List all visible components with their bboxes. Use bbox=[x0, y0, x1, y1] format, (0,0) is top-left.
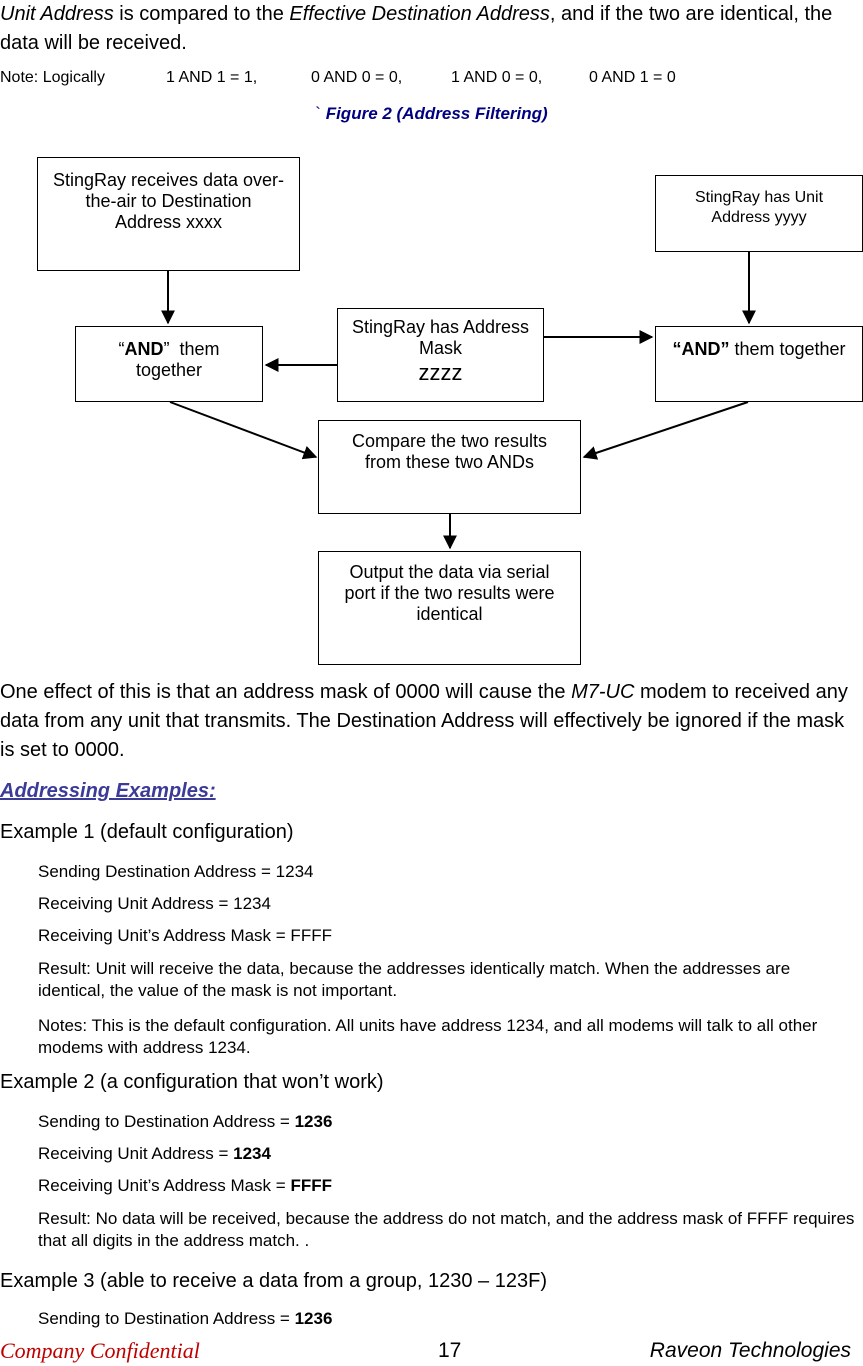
arrow-right-and-to-compare bbox=[584, 402, 748, 457]
and-left-keyword: AND bbox=[124, 339, 164, 359]
note-item: 1 AND 0 = 0, bbox=[451, 69, 543, 86]
section-heading: Addressing Examples: bbox=[0, 780, 216, 802]
example2-result: Result: No data will be received, because the address do not match, and the address mask of FFFF requires that all digits in the address match. . bbox=[38, 1209, 855, 1250]
example3-heading: Example 3 (able to receive a data from a group, 1230 – 123F) bbox=[0, 1270, 547, 1292]
figure-caption: ` Figure 2 (Address Filtering) bbox=[315, 104, 548, 123]
example2-line: Sending to Destination Address = 1236 bbox=[38, 1112, 333, 1131]
example1-result: Result: Unit will receive the data, because the addresses identically match. When the addresses are identical, the value of the mask is not important. bbox=[38, 959, 791, 1000]
example1-line: Receiving Unit Address = 1234 bbox=[38, 894, 271, 913]
note-item: 0 AND 1 = 0 bbox=[589, 69, 676, 86]
footer-company: Raveon Technologies bbox=[649, 1339, 851, 1362]
and-left-box: “AND” them together bbox=[75, 326, 263, 402]
note-label: Note: Logically bbox=[0, 69, 105, 86]
figure-title: Figure 2 (Address Filtering) bbox=[325, 104, 548, 123]
example1-line: Receiving Unit’s Address Mask = FFFF bbox=[38, 926, 332, 945]
intro-paragraph: Unit Address is compared to the Effective Destination Address, and if the two are identical, the data will be received. bbox=[0, 3, 833, 54]
example1-heading: Example 1 (default configuration) bbox=[0, 821, 294, 843]
example2-line: Receiving Unit Address = 1234 bbox=[38, 1144, 271, 1163]
unit-address-box: StingRay has Unit Address yyyy bbox=[655, 175, 863, 252]
page-number: 17 bbox=[438, 1339, 462, 1362]
footer-confidential: Company Confidential bbox=[0, 1338, 200, 1363]
mask-value: zzzz bbox=[418, 360, 463, 385]
model-name: M7-UC bbox=[571, 681, 635, 703]
unit-address-term: Unit Address bbox=[0, 3, 114, 25]
and-right-box: “AND” them together bbox=[655, 326, 863, 402]
effective-destination-term: Effective Destination Address bbox=[289, 3, 550, 25]
arrow-left-and-to-compare bbox=[170, 402, 316, 457]
and-right-keyword: “AND” bbox=[672, 339, 730, 359]
note-item: 0 AND 0 = 0, bbox=[311, 69, 403, 86]
output-box: Output the data via serial port if the two results were identical bbox=[318, 551, 581, 665]
mask-effect-paragraph: One effect of this is that an address mask of 0000 will cause the M7-UC modem to received any data from any unit that transmits. The Destination Address will effectively be ignored if the mask is set to 0000. bbox=[0, 681, 848, 761]
example2-heading: Example 2 (a configuration that won’t work) bbox=[0, 1071, 384, 1093]
example2-line: Receiving Unit’s Address Mask = FFFF bbox=[38, 1176, 332, 1195]
example1-line: Sending Destination Address = 1234 bbox=[38, 862, 314, 881]
receive-data-box: StingRay receives data over-the-air to Destination Address xxxx bbox=[37, 157, 300, 271]
note-item: 1 AND 1 = 1, bbox=[166, 69, 258, 86]
example3-line: Sending to Destination Address = 1236 bbox=[38, 1309, 333, 1328]
address-mask-box: StingRay has Address Mask zzzz bbox=[337, 308, 544, 402]
example1-notes: Notes: This is the default configuration. All units have address 1234, and all modems will talk to all other modems with address 1234. bbox=[38, 1016, 818, 1057]
compare-box: Compare the two results from these two ANDs bbox=[318, 420, 581, 514]
